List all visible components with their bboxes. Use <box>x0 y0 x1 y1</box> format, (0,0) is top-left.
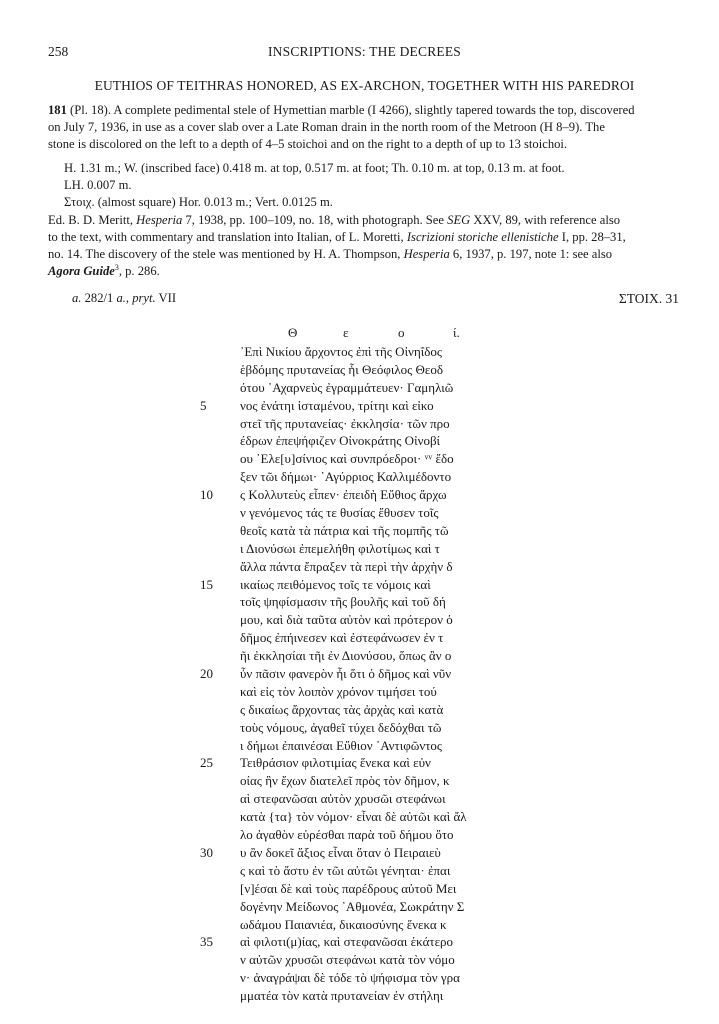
line-text: υ ἂν δοκεῖ ἄξιος εἶναι ὅταν ὁ Πειραιεὺ <box>240 844 441 860</box>
line-number: 35 <box>200 934 213 950</box>
line-text: ἑβδόμης πρυτανείας ἧι Θεόφιλος Θεοδ <box>240 361 443 377</box>
inscription-line <box>200 432 500 450</box>
inscription-line <box>200 916 500 934</box>
edition-text: , p. 286. <box>118 264 160 278</box>
inscription-line <box>200 468 500 486</box>
description-line: stone is discolored on the left to a depth of 4–5 stoichoi and on the right to a depth of up to 13 stoichoi. <box>48 137 568 151</box>
inscription-line <box>200 665 500 683</box>
running-header <box>48 44 681 64</box>
edition-text: 6, 1937, p. 197, note 1: see also <box>449 247 613 261</box>
inscription-line <box>200 540 500 558</box>
line-number: 30 <box>200 844 213 860</box>
inscription-line <box>200 719 500 737</box>
line-text: ν γενόμενος τάς τε θυσίας ἔθυσεν τοῖς <box>240 505 439 521</box>
line-text: ν· ἀναγράψαι δὲ τόδε τὸ ψήφισμα τὸν γρα <box>240 970 460 986</box>
inscription-line <box>200 683 500 701</box>
inscription-line <box>200 862 500 880</box>
heading-letter: ε <box>343 325 349 340</box>
inscription-line <box>200 629 500 647</box>
inscription-line <box>200 647 500 665</box>
inscription-line <box>200 701 500 719</box>
line-text: ς Κολλυτεὺς εἶπεν· ἐπειδὴ Εὔθιος ἄρχω <box>240 487 447 503</box>
inscription-line <box>200 772 500 790</box>
inscription-line <box>200 415 500 433</box>
line-text: ς δικαίως ἄρχοντας τὰς ἀρχὰς καὶ κατὰ <box>240 701 444 717</box>
inscription-line <box>200 844 500 862</box>
journal-title: Hesperia <box>403 247 450 261</box>
inscription-line <box>200 343 500 361</box>
inscription-line <box>200 808 500 826</box>
line-text: ν αὐτῶν χρυσῶι στεφάνωι κατὰ τὸν νόμο <box>240 952 455 968</box>
inscription-line <box>200 754 500 772</box>
inscription-lines <box>200 343 500 1005</box>
inscription-line <box>200 558 500 576</box>
line-text: θεοῖς κατὰ τὰ πάτρια καὶ τῆς πομπῆς τῶ <box>240 522 449 538</box>
line-text: μματέα τὸν κατὰ πρυτανείαν ἐν στήληι <box>240 988 444 1004</box>
inscription-line <box>200 898 500 916</box>
line-text: λο ἀγαθὸν εὑρέσθαι παρὰ τοῦ δήμου ὅτο <box>240 827 454 843</box>
line-text: ι δήμωι ἐπαινέσαι Εὔθιον ᾿Αντιφῶντος <box>240 737 443 753</box>
line-text: δογένην Μείδωνος ᾿Αθμονέα, Σωκράτην Σ <box>240 898 465 914</box>
line-text: δῆμος ἐπήινεσεν καὶ ἐστεφάνωσεν ἐν τ <box>240 630 444 646</box>
section-title: EUTHIOS OF TEITHRAS HONORED, AS EX-ARCHON, TOGETHER WITH HIS PAREDROI <box>94 78 635 93</box>
inscription-line <box>200 880 500 898</box>
inscription-line <box>200 987 500 1005</box>
line-text: ου ᾿Ελε[υ]σίνιος καὶ συνπρόεδροι· ᵛᵛ ἔδο <box>240 451 454 467</box>
line-text: νος ἐνάτηι ἱσταμένου, τρίτηι καὶ εἰκο <box>240 397 434 413</box>
heading-letter: ο <box>398 325 405 340</box>
date-separator: , <box>125 291 133 305</box>
inscription-line <box>200 737 500 755</box>
inscription-line <box>200 826 500 844</box>
inscription-line <box>200 593 500 611</box>
edition-text: no. 14. The discovery of the stele was mentioned by H. A. Thompson, <box>48 247 404 261</box>
inscription-heading <box>200 323 500 343</box>
inscription-line <box>200 522 500 540</box>
line-text: μου, καὶ διὰ ταῦτα αὐτὸν καὶ πρότερον ὁ <box>240 612 453 628</box>
line-text: αὶ φιλοτι(μ)ίας, καὶ στεφανῶσαι ἑκάτερο <box>240 934 454 950</box>
page-number: 258 <box>48 44 69 59</box>
line-text: αὶ στεφανῶσαι αὐτὸν χρυσῶι στεφάνωι <box>240 791 446 807</box>
date-year: 282/1 <box>81 291 117 305</box>
date-abbrev: a. <box>72 291 82 305</box>
inscription-line <box>200 450 500 468</box>
inscription-line <box>200 611 500 629</box>
line-text: ἄλλα πάντα ἔπραξεν τὰ περὶ τὴν ἀρχὴν δ <box>240 558 453 574</box>
edition-superscript: 3 <box>114 262 119 272</box>
line-text: οίας ἣν ἔχων διατελεῖ πρὸς τὸν δῆμον, κ <box>240 773 450 789</box>
edition-text: Ed. B. D. Meritt, <box>48 213 137 227</box>
edition-line-3 <box>48 246 689 263</box>
measurement-line: Στοιχ. (almost square) Hor. 0.013 m.; Vert. 0.0125 m. <box>64 195 333 209</box>
date-line <box>72 291 176 306</box>
measurements-paragraph <box>64 160 689 211</box>
edition-text: I, pp. 28–31, <box>558 230 626 244</box>
measurement-line: LH. 0.007 m. <box>64 178 132 192</box>
edition-paragraph <box>48 212 689 280</box>
running-title: INSCRIPTIONS: THE DECREES <box>267 44 462 59</box>
description-line: on July 7, 1936, in use as a cover slab over a Late Roman drain in the north room of the Metroon (H 8–9). The <box>48 120 605 134</box>
line-text: [ν]έσαι δὲ καὶ τοὺς παρέδρους αὐτοῦ Μει <box>240 880 457 896</box>
inscription-line <box>200 576 500 594</box>
line-number: 15 <box>200 576 213 592</box>
line-number: 5 <box>200 397 207 413</box>
edition-text: to the text, with commentary and translation into Italian, of L. Moretti, <box>48 230 407 244</box>
inscription-line <box>200 379 500 397</box>
inscription-number: 181 <box>48 103 67 117</box>
inscription-line <box>200 790 500 808</box>
inscription-line <box>200 504 500 522</box>
line-text: τοὺς νόμους, ἀγαθεῖ τύχει δεδόχθαι τῶ <box>240 719 442 735</box>
line-text: ωδάμου Παιανιέα, δικαιοσύνης ἕνεκα κ <box>240 916 447 932</box>
description-paragraph <box>48 102 689 153</box>
line-text: ᾿Επὶ Νικίου ἄρχοντος ἐπὶ τῆς Οἰνηΐδος <box>240 344 443 359</box>
line-text: έδρων ἐπεψήφιζεν Οἰνοκράτης Οἰνοβί <box>240 433 441 449</box>
description-line: (Pl. 18). A complete pedimental stele of Hymettian marble (I 4266), slightly tapered towards the top, discovered <box>66 103 635 117</box>
prytany-abbrev: pryt. <box>132 291 156 305</box>
line-text: ότου ᾿Αχαρνεὺς ἐγραμμάτευεν· Γαμηλιῶ <box>240 379 454 395</box>
edition-text: 7, 1938, pp. 100–109, no. 18, with photograph. See <box>182 213 448 227</box>
line-text: τοῖς ψηφίσμασιν τῆς βουλῆς καὶ τοῦ δή <box>240 594 446 610</box>
guide-title: Agora Guide <box>48 264 115 278</box>
book-title: Iscrizioni storiche ellenistiche <box>406 230 559 244</box>
line-text: στεῖ τῆς πρυτανείας· ἐκκλησία· τῶν προ <box>240 415 450 431</box>
line-text: ῆι ἐκκλησίαι τῆι ἐν Διονύσου, ὅπως ἂν ο <box>240 648 452 664</box>
date-abbrev: a. <box>116 291 126 305</box>
edition-line-4 <box>48 263 689 280</box>
edition-line-2 <box>48 229 689 246</box>
line-text: ι Διονύσωι ἐπεμελήθη φιλοτίμως καὶ τ <box>240 540 440 556</box>
inscription-line <box>200 361 500 379</box>
line-text: ξεν τῶι δήμωι· ᾿Αγύρριος Καλλιμέδοντο <box>240 469 452 485</box>
line-number: 20 <box>200 666 213 682</box>
line-text: ς καὶ τὸ ἄστυ ἐν τῶι αὐτῶι γένηται· ἐπαι <box>240 862 451 878</box>
inscription-line <box>200 486 500 504</box>
measurement-line: H. 1.31 m.; W. (inscribed face) 0.418 m. at top, 0.517 m. at foot; Th. 0.10 m. at top, 0.13 m. at foot. <box>64 161 565 175</box>
line-text: ὖν πᾶσιν φανερὸν ἦι ὅτι ὁ δῆμος καὶ νῦν <box>240 666 452 682</box>
prytany-number: VII <box>155 291 177 305</box>
line-text: καὶ εἰς τὸν λοιπὸν χρόνον τιμήσει τού <box>240 683 437 699</box>
inscription-line <box>200 969 500 987</box>
stoichedon-label: ΣΤΟΙΧ. 31 <box>618 291 679 306</box>
seg-reference: SEG <box>447 213 471 227</box>
line-text: ικαίως πειθόμενος τοῖς τε νόμοις καὶ <box>240 576 431 592</box>
inscription-text <box>200 323 500 1005</box>
journal-title: Hesperia <box>136 213 183 227</box>
edition-text: XXV, 89, with reference also <box>470 213 621 227</box>
heading-letter: ί. <box>453 325 460 340</box>
inscription-line <box>200 933 500 951</box>
line-text: κατὰ {τα} τὸν νόμον· εἶναι δὲ αὐτῶι καὶ ἄλ <box>240 809 467 825</box>
inscription-line <box>200 397 500 415</box>
heading-letter: Θ <box>288 325 298 340</box>
line-number: 25 <box>200 755 213 771</box>
edition-line-1 <box>48 212 689 229</box>
inscription-line <box>200 951 500 969</box>
line-number: 10 <box>200 487 213 503</box>
line-text: Τειθράσιον φιλοτιμίας ἕνεκα καὶ εὐν <box>240 755 431 771</box>
